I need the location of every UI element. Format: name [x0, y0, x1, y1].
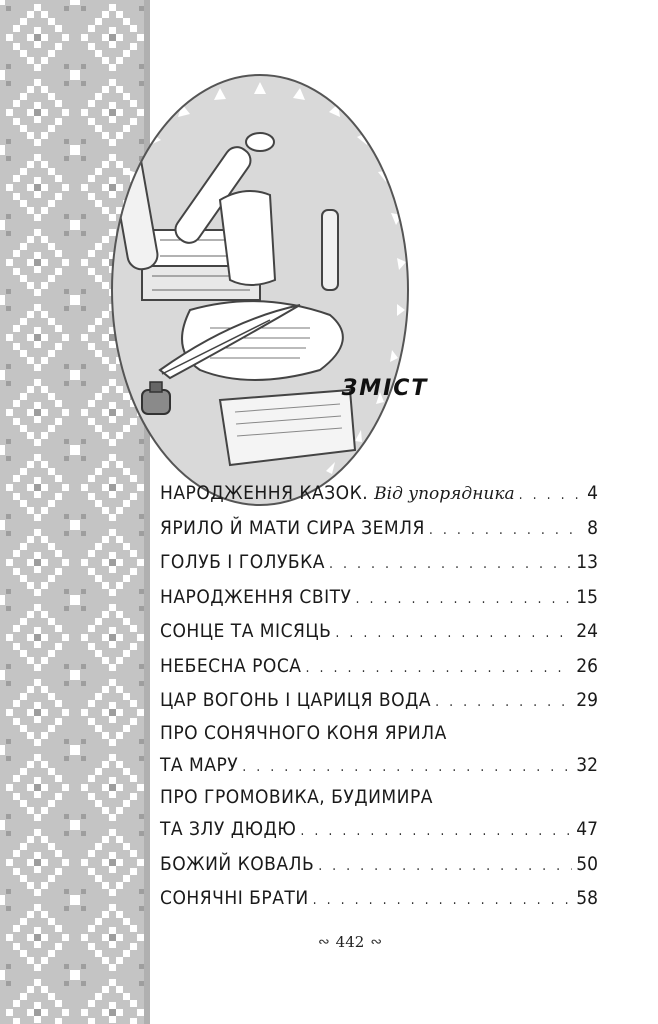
toc-page-number: 50	[576, 852, 598, 875]
toc-dot-leader	[429, 513, 580, 548]
toc-entry[interactable]	[160, 649, 598, 684]
toc-dot-leader	[355, 582, 572, 617]
toc-dot-leader	[335, 616, 572, 651]
toc-entry[interactable]	[160, 614, 598, 649]
page-footer	[302, 931, 398, 953]
page-number: 442	[335, 933, 365, 951]
page-title: ЗМІСТ	[341, 376, 429, 401]
toc-entry-title-continued: ТА ЗЛУ ДЮДЮ	[160, 818, 297, 840]
table-of-contents	[160, 476, 598, 916]
toc-page-number: 4	[587, 482, 598, 504]
toc-page-number: 47	[576, 818, 598, 840]
toc-page-number: 29	[576, 689, 598, 711]
toc-entry-title: НАРОДЖЕННЯ КАЗОК.	[160, 482, 369, 504]
toc-page-number: 13	[576, 551, 598, 573]
toc-entry[interactable]	[160, 847, 598, 882]
toc-entry-title: СОНЦЕ ТА МІСЯЦЬ	[160, 620, 332, 642]
toc-dot-leader	[300, 814, 572, 849]
toc-entry-title-continued: ТА МАРУ	[160, 753, 239, 776]
toc-entry[interactable]	[160, 511, 598, 546]
toc-entry-title: СОНЯЧНІ БРАТИ	[160, 887, 309, 909]
toc-page-number: 26	[576, 654, 598, 677]
swash-left-icon: ∾	[317, 934, 330, 950]
toc-entry[interactable]	[160, 782, 598, 847]
toc-entry-title: ЦАР ВОГОНЬ І ЦАРИЦЯ ВОДА	[160, 689, 432, 711]
toc-entry-title: НЕБЕСНА РОСА	[160, 654, 302, 677]
toc-dot-leader	[242, 750, 572, 785]
toc-entry[interactable]	[160, 881, 598, 916]
toc-entry-title: БОЖИЙ КОВАЛЬ	[160, 852, 315, 875]
toc-entry[interactable]	[160, 718, 598, 783]
toc-entry[interactable]	[160, 683, 598, 718]
toc-entry[interactable]	[160, 545, 598, 580]
toc-entry-title: ПРО ГРОМОВИКА, БУДИМИРА	[160, 786, 433, 808]
toc-page-number: 15	[576, 585, 598, 608]
toc-entry-title: ПРО СОНЯЧНОГО КОНЯ ЯРИЛА	[160, 721, 447, 744]
toc-dot-leader	[435, 685, 572, 720]
toc-entry[interactable]	[160, 580, 598, 615]
scrolls-books-quill-illustration-icon	[70, 70, 410, 510]
toc-entry[interactable]	[160, 476, 598, 511]
toc-page-number: 32	[576, 753, 598, 776]
toc-dot-leader	[306, 651, 573, 686]
toc-page-number: 8	[587, 516, 598, 539]
toc-dot-leader	[519, 478, 580, 513]
toc-dot-leader	[318, 849, 572, 884]
toc-entry-title: ЯРИЛО Й МАТИ СИРА ЗЕМЛЯ	[160, 516, 425, 539]
toc-page-number: 58	[576, 887, 598, 909]
swash-right-icon: ∾	[370, 934, 383, 950]
toc-dot-leader	[313, 883, 573, 918]
toc-entry-title: НАРОДЖЕННЯ СВІТУ	[160, 585, 352, 608]
toc-dot-leader	[329, 547, 572, 582]
toc-page-number: 24	[576, 620, 598, 642]
toc-entry-title: ГОЛУБ І ГОЛУБКА	[160, 551, 325, 573]
toc-entry-subtitle: Від упорядника	[374, 484, 515, 504]
